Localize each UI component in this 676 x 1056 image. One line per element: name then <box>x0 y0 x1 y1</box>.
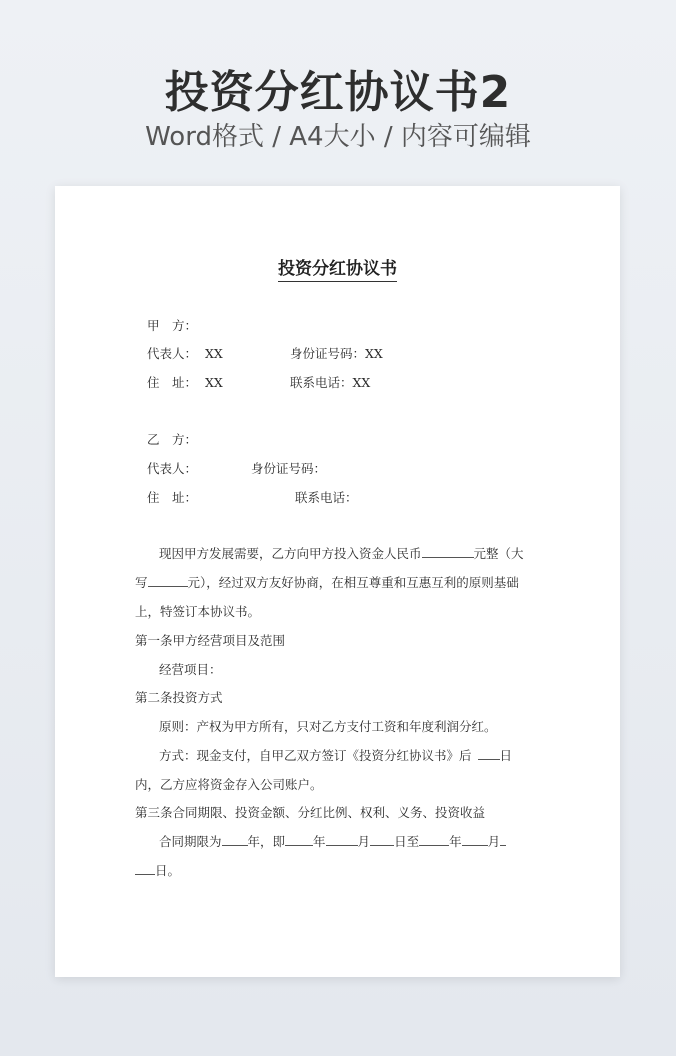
paragraph-intro-line2: 写 元），经过双方友好协商，在相互尊重和互惠互利的原则基础 <box>135 575 519 590</box>
article-2-method-line1: 方式：现金支付，自甲乙双方签订《投资分红协议书》后 日 <box>159 748 513 763</box>
article-3-term-line1: 合同期限为 年，即 年 月 日至 年 月 <box>159 832 506 850</box>
party-b-label: 乙 方： <box>147 432 198 447</box>
banner-title: 投资分红协议书2 <box>164 67 512 118</box>
paragraph-intro-line1: 现因甲方发展需要，乙方向甲方投入资金人民币 元整（大 <box>159 546 524 561</box>
document-title: 投资分红协议书 <box>55 254 620 279</box>
party-b-address: 住 址： <box>147 490 198 505</box>
article-3-heading: 第三条合同期限、投资金额、分红比例、权利、义务、投资收益 <box>135 805 486 820</box>
article-3-term-line2: 日。 <box>135 861 180 879</box>
article-1-business-item: 经营项目： <box>159 662 222 677</box>
party-a-label: 甲 方： <box>147 318 198 333</box>
party-a-id-number: 身份证号码：XX <box>290 346 383 361</box>
article-2-heading: 第二条投资方式 <box>135 690 223 705</box>
party-a-phone: 联系电话：XX <box>290 375 371 390</box>
party-a-representative: 代表人： XX <box>147 346 223 361</box>
party-b-id-number: 身份证号码： <box>251 461 327 476</box>
party-b-representative: 代表人： <box>147 461 198 476</box>
party-b-phone: 联系电话： <box>295 490 358 505</box>
paragraph-intro-line3: 上，特签订本协议书。 <box>135 604 261 619</box>
article-1-heading: 第一条甲方经营项目及范围 <box>135 633 286 648</box>
party-a-address: 住 址： XX <box>147 375 223 390</box>
article-2-principle: 原则：产权为甲方所有，只对乙方支付工资和年度利润分红。 <box>159 719 497 734</box>
banner-subtitle: Word格式 / A4大小 / 内容可编辑 <box>145 122 531 152</box>
document-page <box>55 186 620 977</box>
article-2-method-line2: 内，乙方应将资金存入公司账户。 <box>135 777 323 792</box>
